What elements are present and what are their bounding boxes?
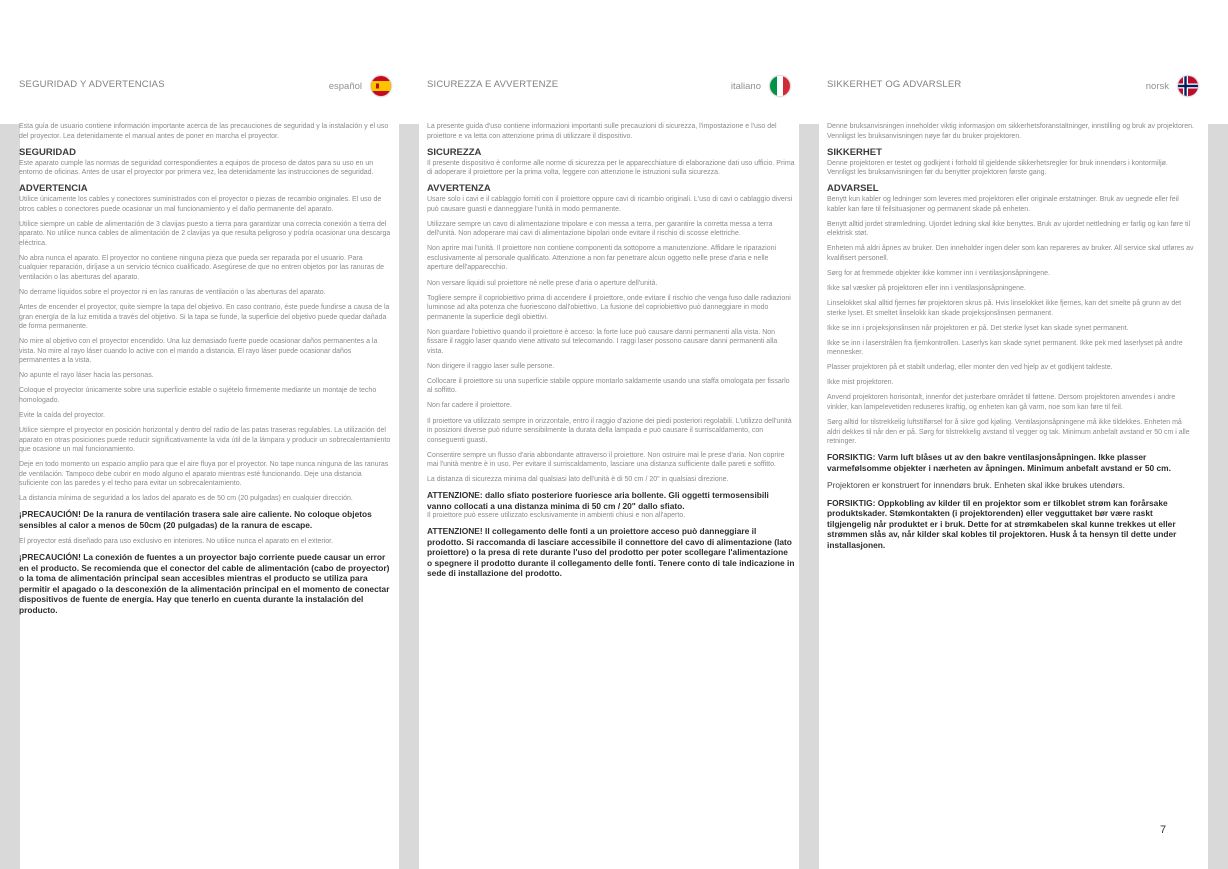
margin-stripe-middle-left bbox=[399, 124, 419, 869]
body-paragraph: Sørg for at fremmede objekter ikke kommer inn i ventilasjonsåpningene. bbox=[827, 269, 1050, 277]
language-label: español bbox=[328, 81, 362, 92]
body-paragraph: No apunte el rayo láser hacia las personas. bbox=[19, 372, 154, 380]
body-paragraph: Denne projektoren er testet og godkjent i forhold til gjeldende sikkerhetsregler for bruk innendørs i kontormiljø. Vennligst les bruksanvisningen før du benytter projektoren første gang. bbox=[827, 159, 1168, 177]
section-heading: SIKKERHET bbox=[827, 146, 882, 158]
margin-stripe-left bbox=[0, 124, 20, 869]
body-paragraph: Non dirigere il raggio laser sulle persone. bbox=[427, 362, 555, 370]
section-title: SEGURIDAD Y ADVERTENCIAS bbox=[19, 79, 165, 90]
body-paragraph: La distancia mínima de seguridad a los lados del aparato es de 50 cm (20 pulgadas) en cualquier dirección. bbox=[19, 495, 353, 503]
body-paragraph: Usare solo i cavi e il cablaggio forniti con il proiettore oppure cavi di ricambio originali. L'uso di cavi o cablaggio diversi può causare guasti e danneggiare l'unità in modo permanente. bbox=[427, 196, 793, 213]
warning-paragraph: FORSIKTIG: Varm luft blåses ut av den bakre ventilasjonsåpningen. Ikke plasser varmefølsomme objekter i nærheten av åpningen. Minimum anbefalt avstand er 50 cm. bbox=[827, 452, 1171, 473]
warning-paragraph: ATTENZIONE! Il collegamento delle fonti a un proiettore acceso può danneggiare il prodotto. Si raccomanda di lasciare accessibile il connettore del cavo di alimentazione (lato proiettore) o la presa di rete durante l'uso del prodotto per poter scollegare l'alimentazione o spegnere il prodotto durante il collegamento delle fonti. Tenere conto di tale indicazione in sede di installazione del prodotto. bbox=[427, 526, 795, 579]
body-paragraph: Non far cadere il proiettore. bbox=[427, 402, 512, 410]
body-paragraph: No mire al objetivo con el proyector encendido. Una luz demasiado fuerte puede ocasionar daños permanentes a la vista. No mire al rayo láser cuando lo active con el mando a distancia. El rayo láser puede ocasionar daños permanentes a la vista. bbox=[19, 338, 378, 365]
page-number: 7 bbox=[1160, 824, 1167, 836]
body-paragraph: Utilice únicamente los cables y conectores suministrados con el proyector o piezas de recambio originales. El uso de otros cables o conectores puede ocasionar un mal funcionamiento y el daño permanente del aparato. bbox=[19, 196, 382, 213]
italy-flag-icon bbox=[770, 76, 790, 96]
section-heading: ADVARSEL bbox=[827, 183, 879, 195]
section-heading: SICUREZZA bbox=[427, 146, 482, 158]
body-paragraph: Utilizzare sempre un cavo di alimentazione tripolare e con messa a terra, per garantire la corretta messa a terra dell'unità. Non adoperare mai cavi di alimentazione bipolari onde evitare il rischio di scosse elettriche. bbox=[427, 220, 773, 238]
section-heading: ADVERTENCIA bbox=[19, 183, 88, 195]
header-es bbox=[19, 76, 391, 96]
body-paragraph: Ikke mist projektoren. bbox=[827, 379, 894, 387]
body-paragraph: Enheten må aldri åpnes av bruker. Den inneholder ingen deler som kan repareres av bruker. All service skal utføres av kvalifisert personell. bbox=[827, 245, 1194, 262]
notice-paragraph: Projektoren er konstruert for innendørs bruk. Enheten skal ikke brukes utendørs. bbox=[827, 480, 1125, 491]
body-paragraph: Anvend projektoren horisontalt, innenfor det justerbare området til føttene. Dersom projektoren anvendes i andre vinkler, kan lampelevetiden reduseres kraftig, og enheten kan gå varm, noe som kan føre til feil. bbox=[827, 394, 1176, 411]
warning-paragraph: ¡PRECAUCIÓN! La conexión de fuentes a un proyector bajo corriente puede causar un error en el producto. Se recomienda que el conector del cable de alimentación (cabo de proyector) o la toma de alimentación principal sean accesibles mientras el producto se utiliza para permitir el apagado o la desconexión de la alimentación principal en el momento de conectar dispositivos de fuente de energía. Hay que tenerlo en cuenta durante la instalación del producto. bbox=[19, 552, 390, 615]
header-no bbox=[827, 76, 1198, 96]
body-paragraph: Coloque el proyector únicamente sobre una superficie estable o sujételo firmemente mediante un montaje de techo homologado. bbox=[19, 387, 377, 404]
body-paragraph: Este aparato cumple las normas de seguridad correspondientes a equipos de proceso de datos para su uso en un entorno de oficinas. Antes de usar el proyector por primera vez, lea detenidamente las instrucciones de seguridad. bbox=[19, 159, 374, 177]
body-paragraph: Ikke se inn i laserstrålen fra fjernkontrollen. Laserlys kan skade synet permanent. Ikke pek med laserlyset på andre mennesker. bbox=[827, 339, 1183, 357]
body-paragraph: Benytt alltid jordet strømledning. Ujordet ledning skal ikke benyttes. Bruk av ujordet nettledning er farlig og kan føre til elektrisk støt. bbox=[827, 220, 1191, 238]
body-paragraph: El proyector está diseñado para uso exclusivo en interiores. No utilice nunca el aparato en el exterior. bbox=[19, 538, 334, 546]
header-it bbox=[427, 76, 790, 96]
body-paragraph: Il proiettore può essere utilizzato esclusivamente in ambienti chiusi e non all'aperto. bbox=[427, 512, 686, 520]
norway-flag-icon bbox=[1178, 76, 1198, 96]
column-no bbox=[827, 122, 1195, 557]
warning-paragraph: ¡PRECAUCIÓN! De la ranura de ventilación trasera sale aire caliente. No coloque objetos sensibles al calor a menos de 50cm (20 pulgadas) de la ranura de escape. bbox=[19, 509, 372, 530]
spain-flag-icon bbox=[371, 76, 391, 96]
body-paragraph: Il presente dispositivo è conforme alle norme di sicurezza per le apparecchiature di elaborazione dati uso ufficio. Prima di adoperare il proiettore per la prima volta, leggere con attenzione le istruzioni sulla sicurezza. bbox=[427, 159, 795, 177]
body-paragraph: Non versare liquidi sul proiettore né nelle prese d'aria o aperture dell'unità. bbox=[427, 279, 658, 287]
body-paragraph: Non aprire mai l'unità. Il proiettore non contiene componenti da sottoporre a manutenzione. Affidare le riparazioni esclusivamente al personale qualificato. Attenzione a non far penetrare alcun oggetto nelle prese d'aria e nelle aperture dell'apparecchio. bbox=[427, 245, 777, 272]
section-heading: SEGURIDAD bbox=[19, 146, 77, 158]
body-paragraph: Il proiettore va utilizzato sempre in orizzontale, entro il raggio d'azione dei piedi posteriori regolabili. L'utilizzo dell'unità in posizioni diverse può ridurre sensibilmente la durata della lampada e può causare il surriscaldamento, con conseguenti guasti. bbox=[427, 417, 792, 444]
body-paragraph: Ikke se inn i projeksjonslinsen når projektoren er på. Det sterke lyset kan skade synet permanent. bbox=[827, 324, 1129, 332]
margin-stripe-middle-right bbox=[799, 124, 819, 869]
body-paragraph: Benytt kun kabler og ledninger som leveres med projektoren eller originale erstatninger. Bruk av uegnede eller feil kabler kan føre til feilsituasjoner og permanent skade på enheten. bbox=[827, 196, 1179, 213]
body-paragraph: No abra nunca el aparato. El proyector no contiene ninguna pieza que pueda ser reparada por el usuario. Para cualquier reparación, diríjase a un servicio técnico cualificado. Asegúrese de que no entren objetos por las ranuras de ventilación o las aberturas del aparato. bbox=[19, 254, 384, 282]
column-es bbox=[19, 122, 391, 622]
body-paragraph: Togliere sempre il copriobiettivo prima di accendere il proiettore, onde evitare il rischio che venga fuso dalle radiazioni luminose ad alta potenza che fuoriescono dall'obiettivo. La fusione del copriobiettivo può danneggiare in modo permanente la superficie degli obiettivi. bbox=[427, 294, 791, 321]
body-paragraph: Evite la caída del proyector. bbox=[19, 412, 105, 420]
warning-paragraph: FORSIKTIG: Oppkobling av kilder til en projektor som er tilkoblet strøm kan forårsake produktskader. Stømkontakten (i projektorenden) eller vegguttaket bør være raskt tilgjengelig når produktet er i bruk. Dette for at strømkabelen skal kunne trekkes ut eller strømmen slås av, når kilder skal kobles til projektoren. Husk å ta hensyn til dette under installasjonen. bbox=[827, 497, 1177, 550]
section-heading: AVVERTENZA bbox=[427, 183, 491, 195]
body-paragraph: Denne bruksanvisningen inneholder viktig informasjon om sikkerhetsforanstaltninger, innstilling og bruk av projektoren. Vennligst les bruksanvisningen nøye før du bruker projektoren. bbox=[827, 123, 1194, 140]
margin-stripe-right bbox=[1208, 124, 1228, 869]
body-paragraph: La distanza di sicurezza minima dal qualsiasi lato dell'unità è di 50 cm / 20" in qualsiasi direzione. bbox=[427, 476, 729, 484]
warning-paragraph: ATTENZIONE: dallo sfiato posteriore fuoriesce aria bollente. Gli oggetti termosensibili vanno collocati a una distanza minima di 50 cm / 20" dallo sfiato. bbox=[427, 490, 769, 511]
section-title: SICUREZZA E AVVERTENZE bbox=[427, 79, 559, 90]
language-label: italiano bbox=[730, 81, 761, 92]
body-paragraph: Consentire sempre un flusso d'aria abbondante attraverso il proiettore. Non ostruire mai le prese d'aria. Non coprire mai l'unità mentre è in uso. Per evitare il surriscaldamento, lasciare una distanza sufficiente dalle pareti e soffitto. bbox=[427, 451, 785, 469]
body-paragraph: Utilice siempre un cable de alimentación de 3 clavijas puesto a tierra para garantizar una correcta conexión a tierra del aparato. No utilice nunca cables de alimentación de 2 clavijas ya que resulta peligroso y podría ocasionar una descarga eléctrica. bbox=[19, 220, 391, 247]
body-paragraph: Esta guía de usuario contiene información importante acerca de las precauciones de seguridad y la instalación y el uso del proyector. Lea detenidamente el manual antes de poner en marcha el proyector. bbox=[19, 123, 389, 140]
body-paragraph: Antes de encender el proyector, quite siempre la tapa del objetivo. En caso contrario, éste puede fundirse a causa de la gran energía de la luz emitida a través del objetivo. Si la tapa se funde, la superficie del objetivo puede quedar dañada de forma permanente. bbox=[19, 304, 390, 331]
body-paragraph: No derrame líquidos sobre el proyector ni en las ranuras de ventilación o las aberturas del aparato. bbox=[19, 289, 326, 297]
body-paragraph: Sørg alltid for tilstrekkelig luftstilførsel for å sikre god kjøling. Ventilasjonsåpningene må ikke tildekkes. Enheten må aldri dekkes til når den er på. Sørg for tilstrekkelig avstand til vegger og tak. Minimum anbefalt avstand er 50 cm i alle retninger. bbox=[827, 418, 1190, 446]
body-paragraph: Collocare il proiettore su una superficie stabile oppure montarlo saldamente usando una staffa omologata per fissarlo al soffitto. bbox=[427, 377, 790, 395]
body-paragraph: La presente guida d'uso contiene informazioni importanti sulle precauzioni di sicurezza, l'impostazione e l'uso del proiettore e va letta con attenzione prima di utilizzare il dispositivo. bbox=[427, 123, 777, 140]
body-paragraph: Deje en todo momento un espacio amplio para que el aire fluya por el proyector. No tape nunca ninguna de las ranuras de ventilación. Tampoco debe cubrir en modo alguno el aparato mientras esté funcionando. Deje una distancia suficiente con las paredes y el techo para evitar un sobrecalentamiento. bbox=[19, 461, 389, 488]
column-it bbox=[427, 122, 795, 586]
body-paragraph: Plasser projektoren på et stabilt underlag, eller monter den ved hjelp av et godkjent takfeste. bbox=[827, 364, 1113, 372]
body-paragraph: Utilice siempre el proyector en posición horizontal y dentro del radio de las patas traseras regulables. La utilización del aparato en otras posiciones puede reducir significativamente la vida útil de la lámpara y producir un sobrecalentamiento que ocasione un mal funcionamiento. bbox=[19, 427, 391, 454]
body-paragraph: Ikke søl væsker på projektoren eller inn i ventilasjonsåpningene. bbox=[827, 285, 1026, 293]
language-label: norsk bbox=[1145, 81, 1169, 92]
body-paragraph: Non guardare l'obiettivo quando il proiettore è acceso: la forte luce può causare danni permanenti alla vista. Non fissare il raggio laser quando viene attivato sul telecomando. I raggi laser possono causare danni permanenti alla vista. bbox=[427, 328, 778, 355]
body-paragraph: Linselokket skal alltid fjernes før projektoren skrus på. Hvis linselokket ikke fjernes, kan det smelte på grunn av det sterke lyset. Et smeltet linselokk kan skade projeksjonslinsen permanent. bbox=[827, 300, 1182, 317]
section-title: SIKKERHET OG ADVARSLER bbox=[827, 79, 962, 90]
